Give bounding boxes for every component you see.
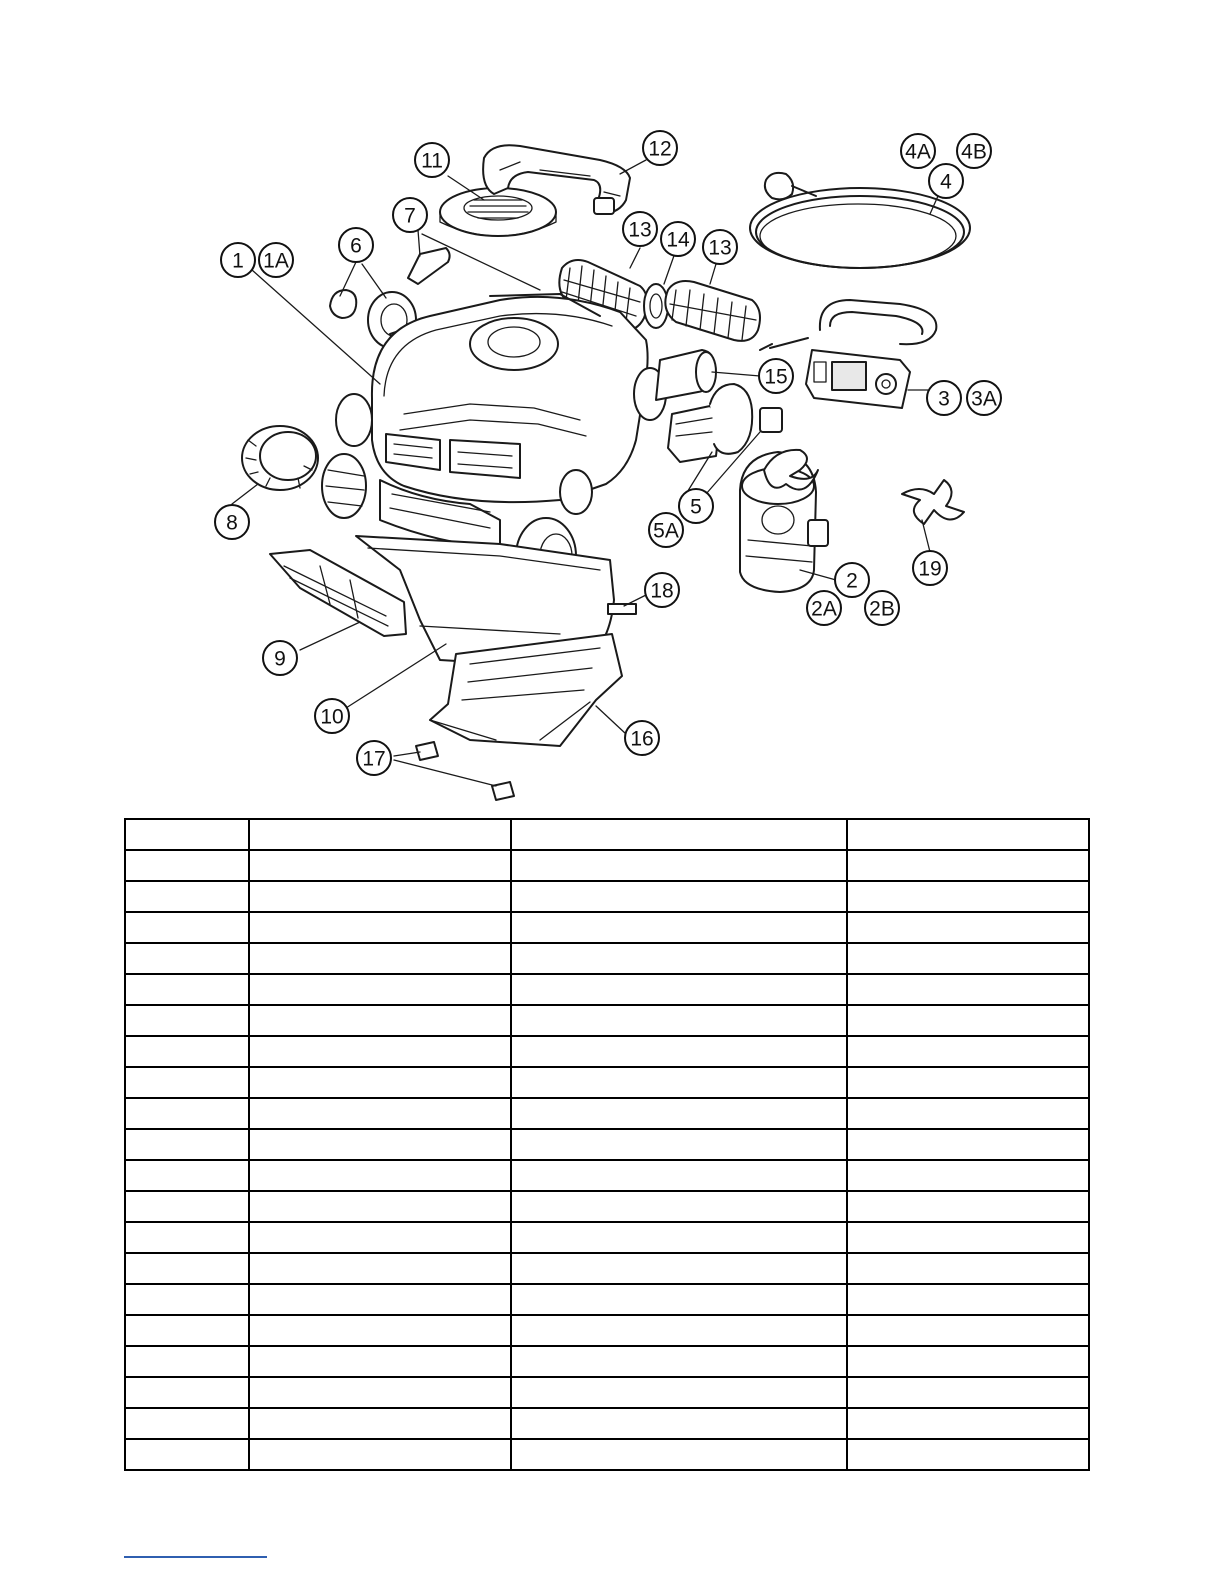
table-cell — [249, 1098, 511, 1129]
table-cell — [249, 1284, 511, 1315]
footer-rule — [124, 1556, 267, 1558]
table-cell — [847, 912, 1089, 943]
svg-text:1: 1 — [232, 249, 244, 273]
callout-9 — [263, 641, 297, 675]
svg-text:2: 2 — [846, 569, 858, 593]
table-cell — [249, 850, 511, 881]
table-cell — [125, 1098, 249, 1129]
table-cell — [511, 1160, 847, 1191]
svg-text:1A: 1A — [263, 249, 289, 273]
table-cell — [249, 1253, 511, 1284]
parts-table-body — [125, 819, 1089, 1470]
table-cell — [847, 1377, 1089, 1408]
svg-text:8: 8 — [226, 511, 238, 535]
callout-3a — [967, 381, 1001, 415]
table-cell — [511, 1098, 847, 1129]
svg-text:5A: 5A — [653, 519, 679, 543]
svg-text:5: 5 — [690, 495, 702, 519]
callout-7 — [393, 198, 427, 232]
callout-8 — [215, 505, 249, 539]
callout-10 — [315, 699, 349, 733]
svg-text:18: 18 — [650, 579, 674, 603]
svg-text:11: 11 — [421, 149, 443, 173]
table-row — [125, 1408, 1089, 1439]
table-cell — [511, 1439, 847, 1470]
table-cell — [847, 1222, 1089, 1253]
table-row — [125, 1098, 1089, 1129]
table-cell — [511, 1191, 847, 1222]
svg-text:2B: 2B — [869, 597, 895, 621]
table-cell — [511, 1067, 847, 1098]
callout-19 — [913, 551, 947, 585]
table-cell — [249, 1129, 511, 1160]
table-cell — [249, 1005, 511, 1036]
table-cell — [847, 1315, 1089, 1346]
table-cell — [249, 1067, 511, 1098]
table-cell — [125, 1160, 249, 1191]
callout-18 — [645, 573, 679, 607]
table-cell — [511, 1377, 847, 1408]
table-cell — [125, 1005, 249, 1036]
table-cell — [249, 819, 511, 850]
table-row — [125, 1222, 1089, 1253]
svg-text:7: 7 — [404, 204, 416, 228]
table-cell — [249, 1439, 511, 1470]
table-cell — [125, 1067, 249, 1098]
table-row — [125, 943, 1089, 974]
callout-13-left — [623, 212, 657, 246]
table-cell — [125, 1346, 249, 1377]
table-cell — [249, 974, 511, 1005]
part-brush-right — [665, 281, 760, 341]
table-row — [125, 1036, 1089, 1067]
part-filter-screen — [270, 550, 406, 636]
table-row — [125, 819, 1089, 850]
svg-text:4A: 4A — [905, 140, 931, 164]
table-cell — [125, 1036, 249, 1067]
callout-13-right — [703, 230, 737, 264]
table-row — [125, 1129, 1089, 1160]
table-row — [125, 850, 1089, 881]
table-row — [125, 1191, 1089, 1222]
callout-16 — [625, 721, 659, 755]
callout-2 — [835, 563, 869, 597]
svg-text:14: 14 — [666, 228, 690, 252]
part-impeller — [902, 480, 964, 524]
part-brush-ring — [644, 284, 668, 328]
table-cell — [511, 1253, 847, 1284]
table-cell — [847, 1253, 1089, 1284]
table-row — [125, 1315, 1089, 1346]
table-row — [125, 881, 1089, 912]
svg-text:4: 4 — [940, 170, 952, 194]
table-cell — [125, 1315, 249, 1346]
callout-1 — [221, 243, 255, 277]
callout-5 — [679, 489, 713, 523]
svg-text:9: 9 — [274, 647, 286, 671]
table-cell — [847, 850, 1089, 881]
table-row — [125, 1377, 1089, 1408]
table-row — [125, 1005, 1089, 1036]
part-connector-tube — [656, 350, 716, 400]
table-cell — [847, 1098, 1089, 1129]
table-row — [125, 1067, 1089, 1098]
table-cell — [511, 1005, 847, 1036]
table-cell — [511, 1129, 847, 1160]
svg-text:3: 3 — [938, 387, 950, 411]
table-cell — [847, 1439, 1089, 1470]
table-cell — [125, 912, 249, 943]
table-cell — [125, 1284, 249, 1315]
table-cell — [511, 912, 847, 943]
table-cell — [511, 819, 847, 850]
callout-11 — [415, 143, 449, 177]
table-cell — [249, 1036, 511, 1067]
table-cell — [847, 1129, 1089, 1160]
table-cell — [125, 1191, 249, 1222]
callout-4b — [957, 134, 991, 168]
part-clip — [608, 604, 636, 614]
table-cell — [125, 1222, 249, 1253]
table-cell — [249, 1315, 511, 1346]
table-cell — [847, 881, 1089, 912]
table-row — [125, 1346, 1089, 1377]
part-drive-motor — [668, 384, 782, 462]
table-cell — [125, 1408, 249, 1439]
callout-6 — [339, 228, 373, 262]
table-cell — [125, 1129, 249, 1160]
table-row — [125, 1253, 1089, 1284]
table-row — [125, 912, 1089, 943]
table-cell — [125, 1439, 249, 1470]
table-cell — [511, 881, 847, 912]
callout-3 — [927, 381, 961, 415]
part-robot-body — [372, 294, 648, 548]
table-cell — [511, 1036, 847, 1067]
svg-text:13: 13 — [628, 218, 652, 242]
table-row — [125, 1160, 1089, 1191]
table-cell — [847, 1346, 1089, 1377]
table-cell — [511, 1222, 847, 1253]
part-pump-motor — [740, 450, 828, 592]
svg-text:2A: 2A — [811, 597, 837, 621]
callout-2b — [865, 591, 899, 625]
svg-text:13: 13 — [708, 236, 732, 260]
parts-list-table — [124, 818, 1090, 1471]
table-cell — [511, 1315, 847, 1346]
table-cell — [125, 1253, 249, 1284]
table-cell — [847, 1005, 1089, 1036]
callout-4 — [929, 164, 963, 198]
table-cell — [249, 1346, 511, 1377]
table-cell — [125, 1377, 249, 1408]
part-power-supply — [760, 300, 936, 408]
table-cell — [249, 1408, 511, 1439]
part-small-clips — [416, 742, 514, 800]
table-cell — [125, 819, 249, 850]
table-cell — [847, 1160, 1089, 1191]
table-cell — [249, 943, 511, 974]
table-row — [125, 1284, 1089, 1315]
table-row — [125, 974, 1089, 1005]
table-cell — [847, 1067, 1089, 1098]
svg-text:3A: 3A — [971, 387, 997, 411]
part-roller-left — [322, 394, 372, 518]
table-cell — [125, 974, 249, 1005]
callout-2a — [807, 591, 841, 625]
callout-12 — [643, 131, 677, 165]
svg-text:17: 17 — [362, 747, 386, 771]
callout-1a — [259, 243, 293, 277]
svg-text:16: 16 — [630, 727, 654, 751]
table-cell — [125, 881, 249, 912]
table-cell — [249, 881, 511, 912]
table-cell — [847, 1284, 1089, 1315]
svg-text:6: 6 — [350, 234, 362, 258]
table-cell — [511, 1346, 847, 1377]
svg-text:12: 12 — [648, 137, 672, 161]
part-wheel — [242, 426, 318, 490]
table-cell — [511, 943, 847, 974]
svg-text:15: 15 — [764, 365, 788, 389]
table-cell — [847, 1408, 1089, 1439]
table-cell — [847, 974, 1089, 1005]
table-row — [125, 1439, 1089, 1470]
table-cell — [847, 1191, 1089, 1222]
table-cell — [249, 1160, 511, 1191]
table-cell — [847, 1036, 1089, 1067]
callout-14 — [661, 222, 695, 256]
callout-5a — [649, 513, 683, 547]
table-cell — [511, 1284, 847, 1315]
table-cell — [249, 1222, 511, 1253]
callout-17 — [357, 741, 391, 775]
table-cell — [125, 850, 249, 881]
callout-4a — [901, 134, 935, 168]
part-filter-disc — [440, 188, 556, 236]
table-cell — [249, 912, 511, 943]
table-cell — [511, 974, 847, 1005]
callout-15 — [759, 359, 793, 393]
table-cell — [249, 1191, 511, 1222]
svg-text:4B: 4B — [961, 140, 987, 164]
table-cell — [847, 819, 1089, 850]
table-cell — [511, 850, 847, 881]
svg-text:10: 10 — [320, 705, 344, 729]
table-cell — [511, 1408, 847, 1439]
svg-text:19: 19 — [918, 557, 942, 581]
table-cell — [847, 943, 1089, 974]
table-cell — [125, 943, 249, 974]
table-cell — [249, 1377, 511, 1408]
part-latch — [408, 248, 450, 284]
